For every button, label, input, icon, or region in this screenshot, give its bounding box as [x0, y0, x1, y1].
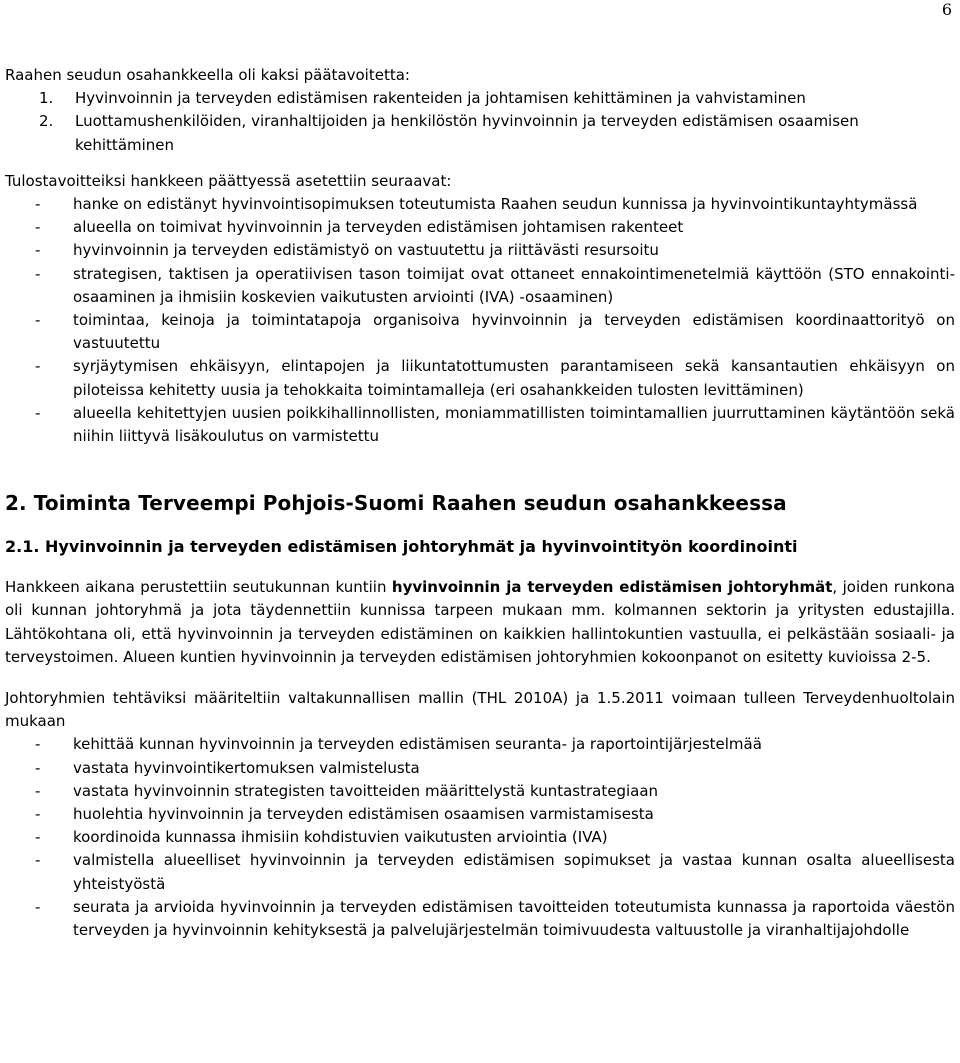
list-dash: - [35, 195, 41, 214]
section-heading: 2.1. Hyvinvoinnin ja terveyden edistämisen johtoryhmät ja hyvinvointityön koordinointi [5, 537, 798, 557]
list-text: valmistella alueelliset hyvinvoinnin ja terveyden edistämisen sopimukset ja vastaa kunnan osalta alueellisesta yhteistyöstä [73, 851, 955, 893]
page-number: 6 [941, 0, 952, 19]
list-item [5, 309, 955, 355]
list-dash: - [35, 758, 41, 777]
list-text: alueella kehitettyjen uusien poikkihallinnollisten, moniammatillisten toimintamallien juurruttaminen käytäntöön sekä niihin liittyvä lisäkoulutus on varmistettu [73, 403, 955, 446]
list-dash: - [35, 357, 41, 376]
list-text: vastata hyvinvoinnin strategisten tavoitteiden määrittelystä kuntastrategiaan [73, 781, 659, 800]
results-lead: Tulostavoitteiksi hankkeen päättyessä asetettiin seuraavat: [5, 171, 452, 190]
list-text: koordinoida kunnassa ihmisiin kohdistuvien vaikutusten arviointia (IVA) [73, 828, 608, 847]
list-dash: - [35, 828, 41, 847]
list-dash: - [35, 311, 41, 330]
list-text: Luottamushenkilöiden, viranhaltijoiden ja henkilöstön hyvinvoinnin ja terveyden edistämisen osaamisen kehittäminen [75, 112, 859, 154]
list-text: hyvinvoinnin ja terveyden edistämistyö on vastuutettu ja riittävästi resursoitu [73, 241, 659, 260]
list-dash: - [35, 264, 41, 283]
goals-list [5, 87, 955, 157]
tasks-list [5, 733, 955, 942]
list-item [5, 239, 955, 262]
list-text: strategisen, taktisen ja operatiivisen tason toimijat ovat ottaneet ennakointimenetelmiä käyttöön (STO ennakointi-osaaminen ja ihmisiin koskevien vaikutusten arviointi (IVA) -osaaminen) [73, 264, 955, 306]
list-item [5, 780, 955, 803]
list-item [5, 110, 955, 156]
paragraph-text: , joiden runkona oli kunnan johtoryhmä ja jota täydennettiin kunnissa tarpeen mukaan mm. kolmannen sektorin ja yritysten edustajilla. Lähtökohtana oli, että hyvinvoinnin ja terveyden edistäminen on kaikkien hallintokuntien vastuulla, ei pelkästään sosiaali- ja terveystoimen. Alueen kuntien hyvinvoinnin ja terveyden edistämisen johtoryhmien kokoonpanot on esitetty kuvioissa 2-5. [5, 578, 956, 666]
list-number: 2. [39, 112, 54, 131]
list-item [5, 355, 955, 401]
list-text: seurata ja arvioida hyvinvoinnin ja terveyden edistämisen tavoitteiden toteutumista kunnassa ja raportoida väestön terveyden ja hyvinvoinnin kehityksestä ja palvelujärjestelmän toimivuudesta valtuustolle ja viranhaltijajohdolle [73, 897, 955, 940]
list-dash: - [35, 897, 41, 916]
chapter-heading: 2. Toiminta Terveempi Pohjois-Suomi Raahen seudun osahankkeessa [5, 491, 787, 516]
list-text: huolehtia hyvinvoinnin ja terveyden edistämisen osaamisen varmistamisesta [73, 805, 654, 824]
list-text: toimintaa, keinoja ja toimintatapoja organisoiva hyvinvoinnin ja terveyden edistämisen koordinaattorityö on vastuutettu [73, 311, 955, 353]
list-item [5, 216, 955, 239]
list-item [5, 896, 955, 942]
list-text: Hyvinvoinnin ja terveyden edistämisen rakenteiden ja johtamisen kehittäminen ja vahvistaminen [75, 89, 806, 108]
tasks-lead: Johtoryhmien tehtäviksi määriteltiin valtakunnallisen mallin (THL 2010A) ja 1.5.2011 voimaan tulleen Terveydenhuoltolain mukaan [5, 689, 955, 731]
list-item [5, 757, 955, 780]
list-item [5, 826, 955, 849]
results-list [5, 193, 955, 448]
list-text: kehittää kunnan hyvinvoinnin ja terveyden edistämisen seuranta- ja raportointijärjestelmää [73, 735, 762, 754]
list-text: vastata hyvinvointikertomuksen valmistelusta [73, 758, 420, 777]
list-dash: - [35, 403, 41, 422]
list-item [5, 803, 955, 826]
list-text: syrjäytymisen ehkäisyyn, elintapojen ja liikuntatottumusten parantamiseen sekä kansantautien ehkäisyyn on piloteissa kehitetty uusia ja tehokkaita toimintamalleja (eri osahankkeiden tulosten levittäminen) [73, 357, 955, 399]
paragraph-text: Hankkeen aikana perustettiin seutukunnan kuntiin [5, 578, 392, 597]
paragraph [5, 576, 955, 669]
list-text: alueella on toimivat hyvinvoinnin ja terveyden edistämisen johtamisen rakenteet [73, 218, 684, 237]
list-dash: - [35, 781, 41, 800]
list-item [5, 87, 955, 110]
list-dash: - [35, 241, 41, 260]
list-item [5, 733, 955, 756]
list-item [5, 402, 955, 448]
list-number: 1. [39, 89, 54, 108]
list-dash: - [35, 805, 41, 824]
list-item [5, 849, 955, 895]
goals-lead: Raahen seudun osahankkeella oli kaksi päätavoitetta: [5, 66, 410, 84]
list-item [5, 263, 955, 309]
list-dash: - [35, 851, 41, 870]
list-dash: - [35, 218, 41, 237]
list-dash: - [35, 735, 41, 754]
list-item [5, 193, 955, 216]
list-text: hanke on edistänyt hyvinvointisopimuksen toteutumista Raahen seudun kunnissa ja hyvinvointikuntayhtymässä [73, 195, 918, 214]
paragraph-bold-text: hyvinvoinnin ja terveyden edistämisen johtoryhmät [391, 578, 833, 597]
document-body [5, 64, 955, 942]
